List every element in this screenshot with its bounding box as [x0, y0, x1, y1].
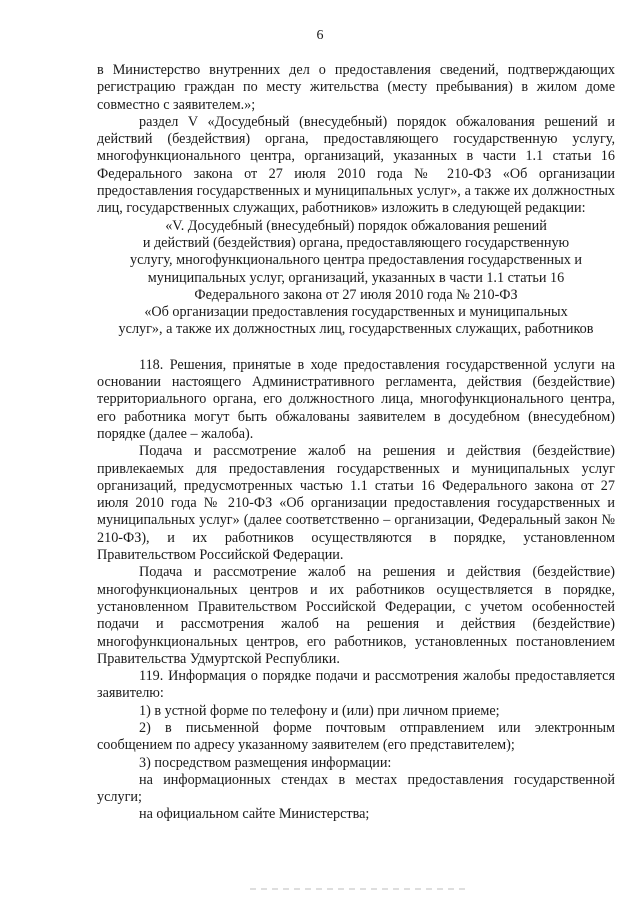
list-item-3: 3) посредством размещения информации:	[139, 754, 392, 771]
page-number: 6	[316, 28, 324, 43]
document-body	[97, 62, 615, 824]
paragraph-118-organizations: Подача и рассмотрение жалоб на решения и действия (бездействие) привлекаемых для предоставления государственных и муниципальных услуг организаций, предусмотренных частью 1.1 статьи 16 Федерального закона от 27 июля 2010 года № 210-ФЗ «Об организации предоставления государственных и муниципальных услуг» (далее соответственно – организации, Федеральный закон № 210-ФЗ), и их работников осуществляются в порядке, установленном Правительством Российской Федерации.	[97, 443, 615, 564]
sub-item-stands: на информационных стендах в местах предоставления государственной услуги;	[97, 771, 615, 806]
paragraph-118-mfc: Подача и рассмотрение жалоб на решения и действия (бездействие) многофункциональных центров и их работников осуществляется в порядке, установленном Правительством Российской Федерации, с учетом особенностей подачи и рассмотрения жалоб на решения и действия (бездействие) многофункциональных центров, его работников, установленных постановлением Правительства Удмуртской Республики.	[97, 564, 615, 667]
spacer	[97, 339, 615, 357]
intro-paragraph-1: в Министерство внутренних дел о предоставления сведений, подтверждающих регистрацию граждан по месту жительства (месту пребывания) в жилом доме совместно с заявителем.»;	[97, 62, 615, 113]
list-item-2: 2) в письменной форме почтовым отправлением или электронным сообщением по адресу указанному заявителем (его представителем);	[97, 719, 615, 754]
section-title-line-3: услугу, многофункционального центра предоставления государственных и	[130, 252, 582, 269]
section-title-line-2: и действий (бездействия) органа, предоставляющего государственную	[142, 234, 570, 251]
sub-item-website: на официальном сайте Министерства;	[139, 806, 370, 823]
section-title-line-1: «V. Досудебный (внесудебный) порядок обжалования решений	[165, 217, 547, 234]
scan-artifact	[250, 888, 470, 890]
section-title-line-4: муниципальных услуг, организаций, указанных в части 1.1 статьи 16	[147, 269, 565, 286]
list-item-1: 1) в устной форме по телефону и (или) при личном приеме;	[139, 702, 500, 719]
section-title-line-6: «Об организации предоставления государственных и муниципальных	[144, 304, 568, 321]
section-title-line-7: услуг», а также их должностных лиц, государственных служащих, работников	[118, 321, 594, 338]
paragraph-119: 119. Информация о порядке подачи и рассмотрения жалобы предоставляется заявителю:	[97, 668, 615, 702]
intro-paragraph-2: раздел V «Досудебный (внесудебный) порядок обжалования решений и действий (бездействия) органа, предоставляющего государственную услугу, многофункционального центра, организаций, указанных в части 1.1 статьи 16 Федерального закона от 27 июля 2010 года № 210-ФЗ «Об организации предоставления государственных и муниципальных услуг», а также их должностных лиц, государственных служащих, работников» изложить в следующей редакции:	[97, 113, 615, 217]
section-title-line-5: Федерального закона от 27 июля 2010 года № 210-ФЗ	[194, 286, 518, 303]
paragraph-118: 118. Решения, принятые в ходе предоставления государственной услуги на основании настоящего Административного регламента, действия (бездействие) территориального органа, его должностного лица, многофункционального центра, его работника могут быть обжалованы заявителем в досудебном (внесудебном) порядке (далее – жалоба).	[97, 356, 615, 442]
section-title	[97, 218, 615, 339]
